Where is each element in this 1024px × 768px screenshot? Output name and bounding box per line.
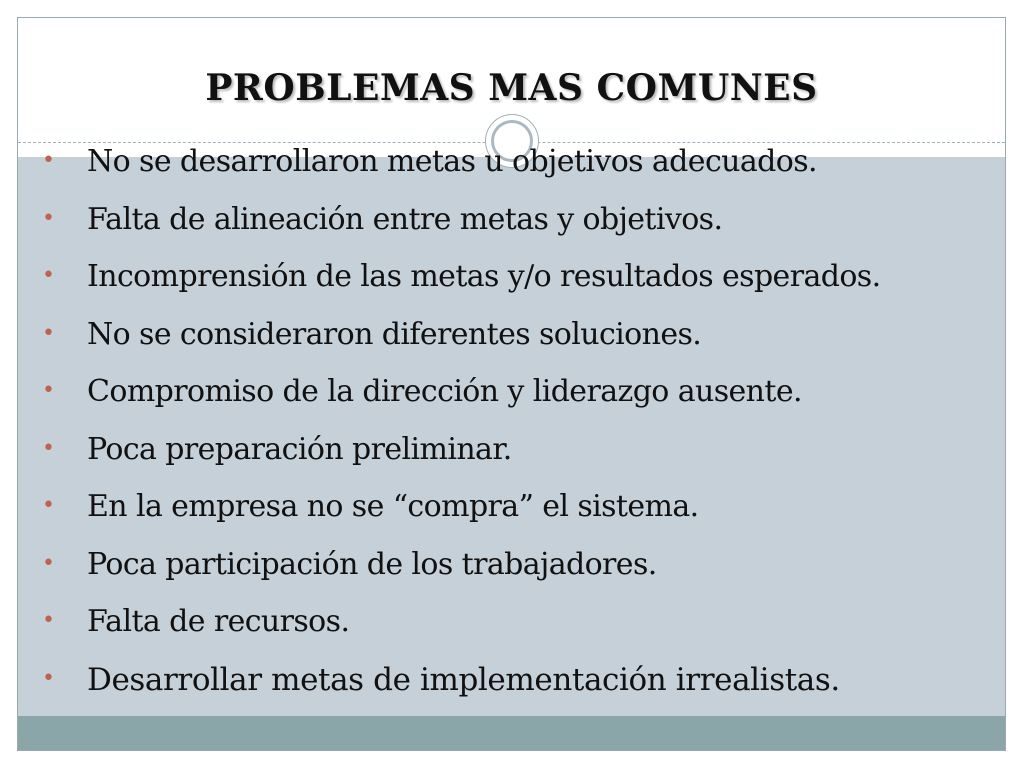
list-item-text: Poca preparación preliminar. [87, 431, 512, 467]
bullet-icon: • [42, 550, 55, 576]
bullet-icon: • [42, 148, 55, 173]
list-item-text: En la empresa no se “compra” el sistema. [87, 489, 699, 524]
bullet-icon: • [42, 435, 55, 461]
list-item-text: Desarrollar metas de implementación irrealistas. [87, 661, 840, 698]
bottom-band [18, 716, 1005, 750]
list-item-text: Compromiso de la dirección y liderazgo ausente. [87, 374, 802, 409]
list-item [38, 603, 998, 641]
list-item-text: Poca participación de los trabajadores. [87, 546, 657, 582]
bullet-list [38, 143, 998, 718]
list-item [38, 431, 998, 469]
list-item [38, 258, 998, 296]
list-item-text: Incomprensión de las metas y/o resultados esperados. [87, 259, 881, 294]
list-item [38, 143, 998, 181]
list-item-text: No se consideraron diferentes soluciones. [87, 316, 702, 352]
list-item [38, 661, 998, 699]
list-item [38, 316, 998, 354]
bullet-icon: • [42, 205, 55, 231]
slide-title: PROBLEMAS MAS COMUNES [205, 67, 818, 109]
bullet-icon: • [42, 263, 55, 288]
list-item [38, 488, 998, 526]
list-item [38, 546, 998, 584]
list-item-text: No se desarrollaron metas u objetivos adecuados. [87, 144, 817, 179]
bullet-icon: • [42, 665, 55, 691]
bullet-icon: • [42, 493, 55, 518]
bullet-icon: • [42, 378, 55, 403]
list-item [38, 373, 998, 411]
bullet-icon: • [42, 608, 55, 633]
bullet-icon: • [42, 320, 55, 346]
list-item [38, 201, 998, 239]
list-item-text: Falta de alineación entre metas y objetivos. [87, 201, 723, 237]
list-item-text: Falta de recursos. [87, 604, 350, 639]
